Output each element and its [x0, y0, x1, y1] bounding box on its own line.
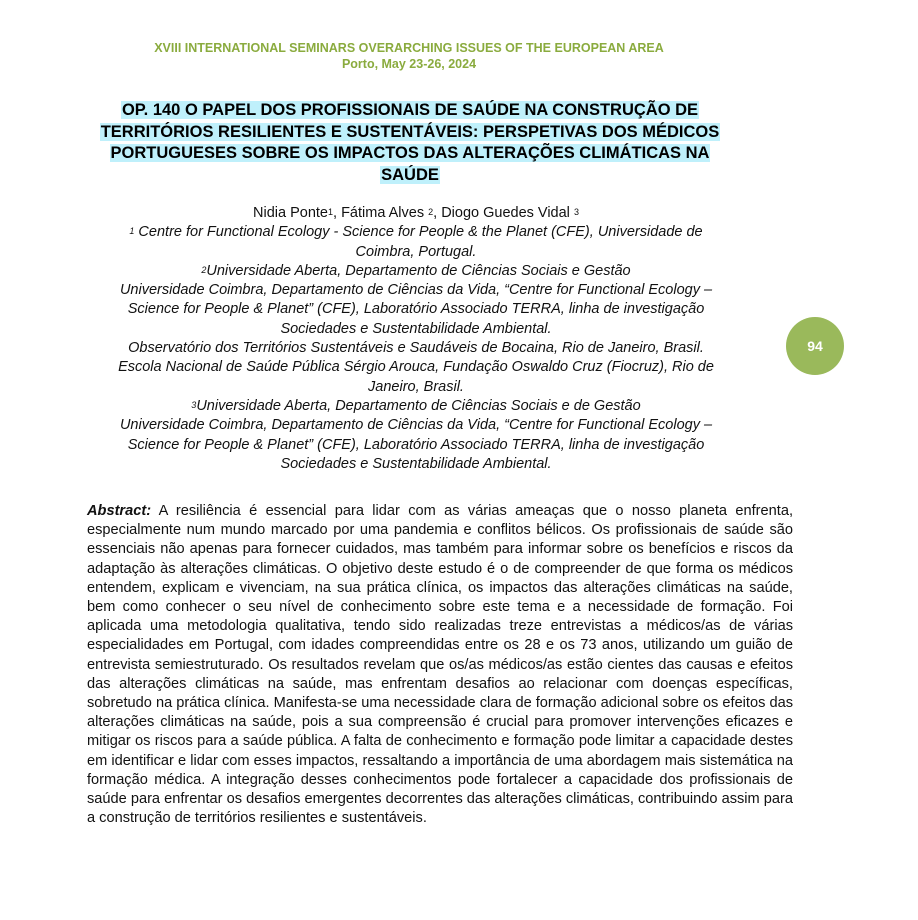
author-2: Fátima Alves: [341, 205, 429, 221]
affiliation-3-line: Sociedades e Sustentabilidade Ambiental.: [280, 455, 552, 472]
page-number-badge: [786, 317, 844, 375]
title-line-3: PORTUGUESES SOBRE OS IMPACTOS DAS ALTERAÇÕES CLIMÁTICAS NA: [110, 144, 710, 162]
conference-header: [0, 40, 818, 72]
abstract: [87, 502, 793, 828]
title-line-4: SAÚDE: [381, 165, 439, 184]
page-number: 94: [807, 338, 823, 354]
authors-and-affiliations: [70, 204, 762, 474]
author-1: Nidia Ponte: [253, 205, 328, 221]
affiliation-3-line: Universidade Coimbra, Departamento de Ciências da Vida, “Centre for Functional Ecology –: [119, 417, 713, 434]
affiliation-2-line: Observatório dos Territórios Sustentáveis e Saudáveis de Bocaina, Rio de Janeiro, Brasil.: [128, 340, 704, 357]
title-line-2: TERRITÓRIOS RESILIENTES E SUSTENTÁVEIS: PERSPETIVAS DOS MÉDICOS: [100, 122, 720, 141]
affiliation-3-line: Universidade Aberta, Departamento de Ciências Sociais e de Gestão: [196, 397, 641, 414]
affiliation-2: [70, 262, 762, 397]
author-1-sup: 1: [328, 207, 334, 217]
abstract-text: A resiliência é essencial para lidar com as várias ameaças que o nosso planeta enfrenta, especialmente num mundo marcado por uma pandemia e conflitos bélicos. Os profissionais de saúde são essenciais não apenas para fornecer cuidados, mas também para informar sobre os benefícios e riscos da adaptação às alterações climáticas. O objetivo deste estudo é o de compreender de que forma os médicos entendem, explicam e vivenciam, na sua prática clínica, os impactos das alterações climáticas na saúde, bem como conhecer o seu nível de conhecimento sobre este tema e a necessidade de formação. Foi aplicada uma metodologia qualitativa, tendo sido realizadas treze entrevistas a médicos/as de várias especialidades em Portugal, com idades compreendidas entre os 28 e os 73 anos, utilizando um guião de entrevista semiestruturado. Os resultados revelam que os/as médicos/as estão cientes das causas e efeitos das alterações climáticas na saúde, mas enfrentam desafios ao relacionar com doenças específicas, sobretudo na prática clínica. Manifesta-se uma necessidade clara de formação adicional sobre os efeitos das alterações climáticas na saúde, pois a sua compreensão é crucial para promover intervenções eficazes e mitigar os riscos para a saúde pública. A falta de conhecimento e formação pode limitar a capacidade destes em identificar e lidar com esses impactos, ressaltando a importância de uma abordagem mais sistemática na formação médica. A integração desses conhecimentos pode fortalecer a capacidade dos profissionais de saúde para enfrentar os desafios emergentes decorrentes das alterações climáticas, contribuindo assim para a construção de territórios resilientes e sustentáveis.: [87, 503, 793, 827]
affiliation-1: [70, 223, 762, 262]
affiliation-3-line: Science for People & Planet” (CFE), Laboratório Associado TERRA, linha de investigação: [127, 436, 705, 453]
author-2-sup: 2: [428, 207, 434, 217]
affiliation-3: [70, 397, 762, 474]
affiliation-1-line-2: Coimbra, Portugal.: [355, 243, 477, 260]
paper-title: [60, 100, 760, 186]
authors-line: [70, 204, 762, 223]
affiliation-2-line: Janeiro, Brasil.: [368, 378, 464, 395]
author-separator: ,: [333, 205, 342, 221]
affiliation-1-line-1: Centre for Functional Ecology - Science for People & the Planet (CFE), Universidade de: [134, 224, 703, 241]
affiliation-2-line: Universidade Aberta, Departamento de Ciências Sociais e Gestão: [206, 262, 631, 279]
affiliation-2-line: Sociedades e Sustentabilidade Ambiental.: [280, 320, 552, 337]
affiliation-2-line: Escola Nacional de Saúde Pública Sérgio Arouca, Fundação Oswaldo Cruz (Fiocruz), Rio de: [118, 359, 714, 376]
affiliation-2-line: Universidade Coimbra, Departamento de Ciências da Vida, “Centre for Functional Ecology –: [119, 282, 713, 299]
author-separator: ,: [433, 205, 442, 221]
conference-date-location: Porto, May 23-26, 2024: [341, 57, 477, 71]
conference-name: XVIII INTERNATIONAL SEMINARS OVERARCHING ISSUES OF THE EUROPEAN AREA: [154, 41, 664, 55]
abstract-label: Abstract:: [87, 503, 152, 519]
affiliation-3-sup: 3: [191, 399, 197, 410]
affiliation-1-sup: 1: [129, 226, 135, 237]
affiliation-2-line: Science for People & Planet” (CFE), Laboratório Associado TERRA, linha de investigação: [127, 301, 705, 318]
author-3: Diogo Guedes Vidal: [441, 205, 574, 221]
author-3-sup: 3: [573, 207, 579, 217]
affiliation-2-sup: 2: [201, 264, 207, 275]
title-line-1: OP. 140 O PAPEL DOS PROFISSIONAIS DE SAÚDE NA CONSTRUÇÃO DE: [121, 101, 699, 119]
